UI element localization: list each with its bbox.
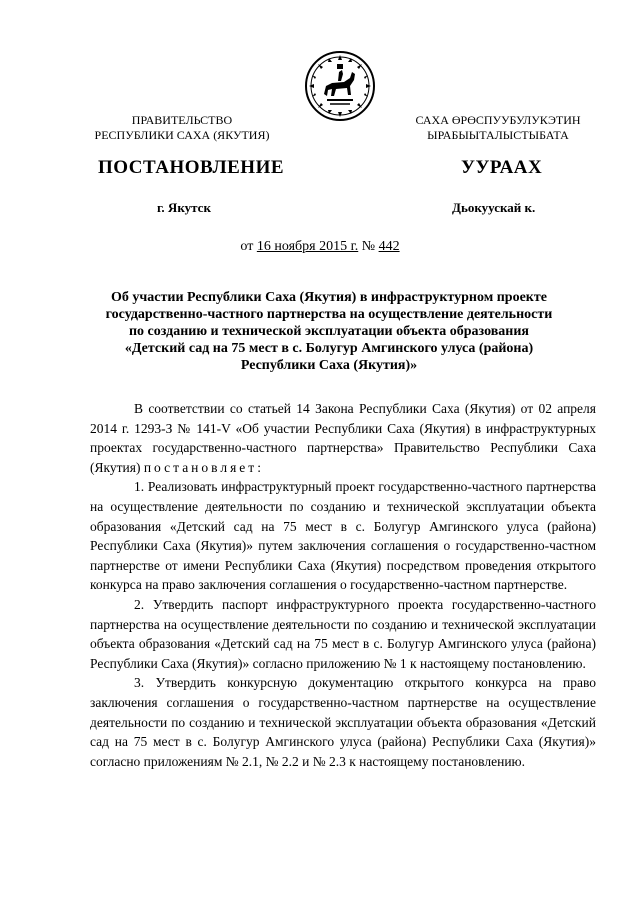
date-prefix: от bbox=[240, 239, 257, 254]
title-line: Республики Саха (Якутия)» bbox=[240, 358, 418, 373]
city-russian: г. Якутск bbox=[157, 200, 211, 215]
header-right-line1: САХА ӨРӨСПУУБУЛУКЭТИН bbox=[415, 113, 581, 127]
date-number-line bbox=[0, 239, 640, 255]
number-sign: № bbox=[358, 239, 379, 254]
document-body bbox=[90, 399, 596, 771]
intro-text: В соответствии со статьей 14 Закона Республики Саха (Якутия) от 02 апреля 2014 г. 1293-З № 141-V «Об участии Республики Саха (Якутия) в инфраструктурных проектах государственно-частного партнерства» Правительство Республики Саха (Якутия) bbox=[90, 401, 596, 475]
clause-3: 3. Утвердить конкурсную документацию открытого конкурса на право заключения соглашения о государственно-частном партнерстве на осуществление деятельности по созданию и технической эксплуатации объекта образования «Детский сад на 75 мест в с. Болугур Амгинского улуса (района) Республики Саха (Якутия)» согласно приложениям № 2.1, № 2.2 и № 2.3 к настоящему постановлению. bbox=[90, 675, 596, 769]
title-line: по созданию и технической эксплуатации объекта образования bbox=[128, 324, 529, 339]
header-left-line2: РЕСПУБЛИКИ САХА (ЯКУТИЯ) bbox=[94, 128, 270, 142]
doc-type-russian: ПОСТАНОВЛЕНИЕ bbox=[98, 157, 285, 178]
header-left-line1: ПРАВИТЕЛЬСТВО bbox=[131, 113, 233, 127]
clause-2: 2. Утвердить паспорт инфраструктурного проекта государственно-частного партнерства на осуществление деятельности по созданию и технической эксплуатации объекта образования «Детский сад на 75 мест в с. Болугур Амгинского улуса (района) Республики Саха (Якутия)» согласно приложению № 1 к настоящему постановлению. bbox=[90, 596, 596, 671]
doc-type-yakut: УУРААХ bbox=[461, 157, 543, 178]
document-title bbox=[94, 289, 564, 374]
title-line: государственно-частного партнерства на осуществление деятельности bbox=[105, 307, 553, 322]
city-yakut: Дьокуускай к. bbox=[452, 200, 536, 215]
decree-word: постановляет: bbox=[143, 459, 264, 475]
clause-1: 1. Реализовать инфраструктурный проект государственно-частного партнерства на осуществление деятельности по созданию и технической эксплуатации объекта образования «Детский сад на 75 мест в с. Болугур Амгинского улуса (района) Республики Саха (Якутия)» путем заключения соглашения о государственно-частном партнерстве от имени Республики Саха (Якутия) посредством проведения открытого конкурса на право заключения соглашения о государственно-частном партнерстве. bbox=[90, 479, 596, 593]
title-line: «Детский сад на 75 мест в с. Болугур Амгинского улуса (района) bbox=[124, 341, 534, 356]
header-right-line2: ЫРАБЫЫТАЛЫСТЫБАТА bbox=[427, 128, 569, 142]
title-line: Об участии Республики Саха (Якутия) в инфраструктурном проекте bbox=[111, 290, 547, 305]
document-number: 442 bbox=[378, 239, 400, 254]
header-right-block bbox=[398, 113, 598, 143]
state-emblem-icon bbox=[304, 50, 376, 122]
header-left-block bbox=[82, 113, 282, 143]
document-date: 16 ноября 2015 г. bbox=[256, 239, 359, 254]
intro-paragraph bbox=[90, 399, 596, 477]
